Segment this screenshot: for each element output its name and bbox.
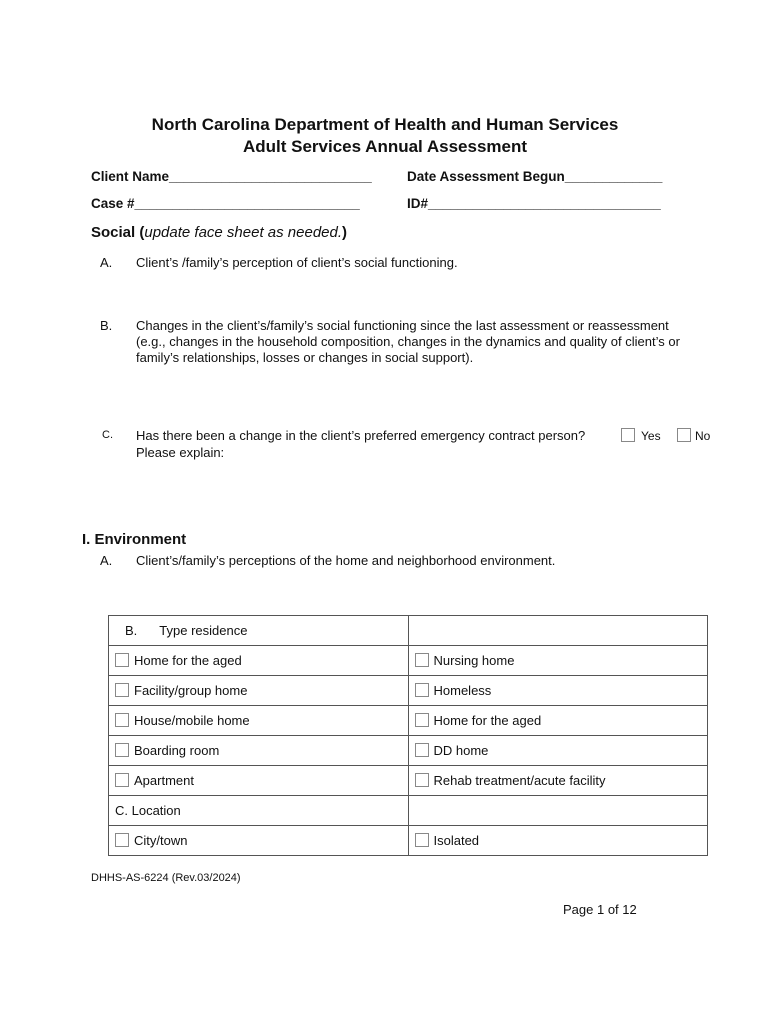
location-header: C. Location (109, 796, 409, 826)
id-field[interactable]: ID#_______________________________ (407, 196, 661, 211)
table-row (109, 706, 708, 736)
page-number: Page 1 of 12 (563, 902, 637, 917)
table-row (109, 616, 708, 646)
social-heading: Social (update face sheet as needed.) (91, 224, 348, 241)
checkbox[interactable] (415, 713, 429, 727)
no-checkbox[interactable] (677, 428, 691, 442)
residence-option[interactable]: Home for the aged (109, 646, 409, 676)
table-row (109, 646, 708, 676)
residence-option[interactable]: Boarding room (109, 736, 409, 766)
residence-option[interactable]: Facility/group home (109, 676, 409, 706)
yes-label: Yes (641, 429, 661, 443)
yes-checkbox[interactable] (621, 428, 635, 442)
checkbox[interactable] (415, 833, 429, 847)
environment-item-a-text: Client’s/family’s perceptions of the home and neighborhood environment. (136, 553, 556, 568)
please-explain-label: Please explain: (136, 445, 225, 460)
checkbox[interactable] (415, 683, 429, 697)
table-row (109, 796, 708, 826)
environment-item-a-letter: A. (100, 553, 113, 568)
residence-option[interactable]: Nursing home (408, 646, 708, 676)
residence-option[interactable]: DD home (408, 736, 708, 766)
table-cell (408, 796, 708, 826)
residence-option[interactable]: House/mobile home (109, 706, 409, 736)
checkbox[interactable] (115, 653, 129, 667)
residence-option[interactable]: Homeless (408, 676, 708, 706)
no-label: No (695, 429, 711, 443)
checkbox[interactable] (115, 743, 129, 757)
table-row (109, 766, 708, 796)
social-item-b-letter: B. (100, 318, 113, 333)
checkbox[interactable] (115, 683, 129, 697)
environment-heading: I. Environment (82, 531, 187, 548)
table-row (109, 826, 708, 856)
residence-option[interactable]: Home for the aged (408, 706, 708, 736)
type-residence-header: B. Type residence (109, 616, 409, 646)
case-number-field[interactable]: Case #______________________________ (91, 196, 360, 211)
location-option[interactable]: City/town (109, 826, 409, 856)
checkbox[interactable] (115, 833, 129, 847)
residence-table (108, 615, 708, 856)
table-row (109, 676, 708, 706)
social-item-c-letter: C. (102, 429, 113, 441)
checkbox[interactable] (415, 653, 429, 667)
social-item-c-text: Has there been a change in the client’s preferred emergency contract person? (136, 428, 586, 443)
checkbox[interactable] (415, 743, 429, 757)
table-cell (408, 616, 708, 646)
client-name-field[interactable]: Client Name___________________________ (91, 169, 372, 184)
checkbox[interactable] (415, 773, 429, 787)
residence-option[interactable]: Apartment (109, 766, 409, 796)
checkbox[interactable] (115, 773, 129, 787)
form-title: North Carolina Department of Health and Human Services (151, 115, 619, 134)
location-option[interactable]: Isolated (408, 826, 708, 856)
residence-option[interactable]: Rehab treatment/acute facility (408, 766, 708, 796)
form-subtitle: Adult Services Annual Assessment (242, 137, 528, 156)
date-assessment-field[interactable]: Date Assessment Begun_____________ (407, 169, 663, 184)
social-item-b-text: Changes in the client’s/family’s social functioning since the last assessment or reassessment (e.g., changes in the household composition, changes in the dynamics and quality of client’s or family’s relationships, losses or changes in social support). (136, 318, 680, 365)
social-item-a-letter: A. (100, 255, 113, 270)
table-row (109, 736, 708, 766)
form-id: DHHS-AS-6224 (Rev.03/2024) (91, 872, 241, 884)
social-item-a-text: Client’s /family’s perception of client’s social functioning. (136, 255, 458, 270)
checkbox[interactable] (115, 713, 129, 727)
